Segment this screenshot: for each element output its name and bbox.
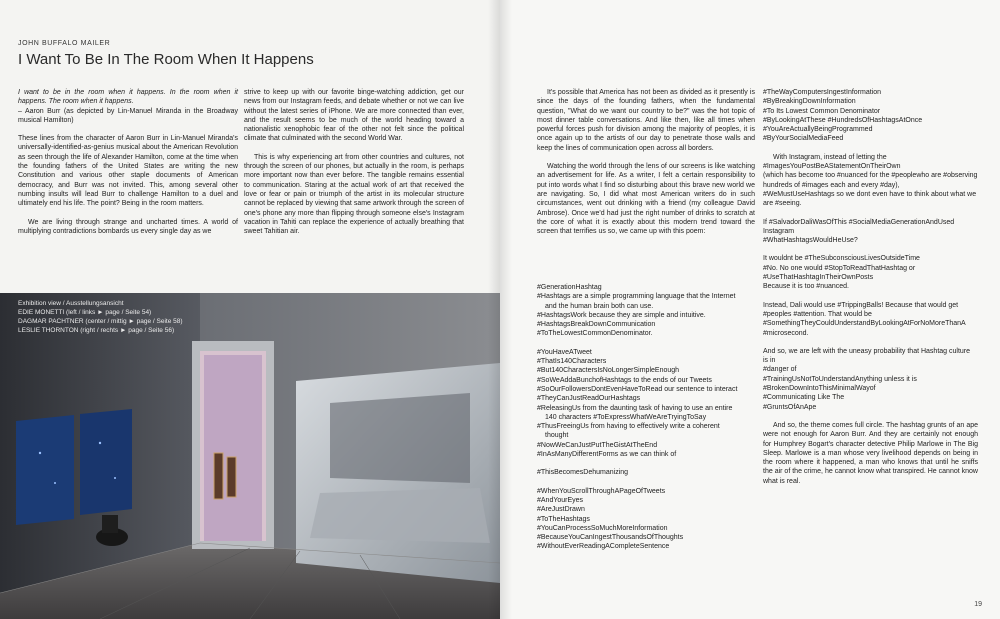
poem-line: #To Its Lowest Common Denominator bbox=[763, 107, 881, 115]
poem-line: #TrainingUsNotToUnderstandAnything unless it is bbox=[763, 375, 917, 383]
poem-line: thought bbox=[545, 432, 569, 440]
poem-line: It wouldnt be #TheSubconsciousLivesOutsideTime bbox=[763, 255, 920, 263]
gallery-illustration bbox=[0, 293, 500, 619]
left-column-2 bbox=[244, 88, 464, 245]
right-page bbox=[500, 0, 1000, 619]
poem-line: #WeMustUseHashtags so we dont even have to think about what we are #seeing. bbox=[763, 190, 977, 208]
poem-line: #YouCanProcessSoMuchMoreInformation bbox=[537, 524, 668, 532]
poem-line: #Communicating Like The bbox=[763, 394, 845, 402]
stanza-break bbox=[763, 412, 978, 421]
poem-line: is in bbox=[763, 357, 776, 365]
poem-line: #NowWeCanJustPutTheGistAtTheEnd bbox=[537, 441, 658, 449]
caption-line: DAGMAR PACHTNER (center / mittig ► page / Seite 58) bbox=[18, 318, 183, 325]
stanza-break bbox=[763, 338, 978, 347]
poem-line: #ThisBecomesDehumanizing bbox=[537, 469, 629, 477]
paragraph: This is why experiencing art from other countries and cultures, not through the screen of our phones, but actually in the room, is perhaps more important now than ever before. The tangible remains essential to communication. Staring at the actual work of art that received the love or fear or pain or triumph of the artist in its molecular structure cannot be replaced by viewing that same artwork through the screen of one's phone any more than flipping through someone else's Instagram vacation in Tahiti can replace the experience of actually breathing that sweet Tahitian air. bbox=[244, 153, 464, 236]
paragraph: It's possible that America has not been as divided as it presently is since the days of the founding fathers, when the fundamental question, "What do we want our country to be?" was the hot topic of most dinner table conversations. And like then, like all times when powerful forces push for division among the majority of peoples, it is once again up to the artists of our day to penetrate those walls and keep the lines of communication open across all borders. bbox=[537, 89, 755, 152]
poem-line: #ThatIs140Characters bbox=[537, 358, 607, 366]
poem-line: #ByLookingAtThese #HundredsOfHashtagsAtOnce bbox=[763, 116, 923, 124]
stanza-break bbox=[763, 144, 978, 153]
poem-line: #danger of bbox=[763, 366, 797, 374]
article-title: I Want To Be In The Room When It Happens bbox=[18, 51, 314, 68]
poem-line: #YouAreActuallyBeingProgrammed bbox=[763, 126, 873, 134]
poem-line: #AndYourEyes bbox=[537, 496, 584, 504]
poem-line: #BrokenDownIntoThisMinimalWayof bbox=[763, 385, 876, 393]
poem-line: #InAsManyDifferentForms as we can think of bbox=[537, 451, 677, 459]
poem-line: #ReleasingUs from the daunting task of having to use an entire bbox=[537, 404, 733, 412]
poem-line: #TheyCanJustReadOurHashtags bbox=[537, 395, 641, 403]
poem-line: #SoWeAddaBunchofHashtags to the ends of our Tweets bbox=[537, 376, 712, 384]
hashtag-poem bbox=[537, 283, 757, 552]
poem-line: #TheWayComputersIngestInformation bbox=[763, 89, 882, 96]
photo-caption bbox=[18, 299, 183, 335]
right-column-2 bbox=[763, 88, 978, 486]
poem-line: (which has become too #nuanced for the #peoplewho are #observing hundreds of #images each and every #day), bbox=[763, 172, 978, 189]
poem-line: Because it is too #nuanced. bbox=[763, 283, 850, 291]
poem-line: and the human brain both can use. bbox=[545, 302, 654, 310]
poem-line: #ByYourSocialMediaFeed bbox=[763, 135, 844, 143]
poem-line: #WhatHashtagsWouldHeUse? bbox=[763, 237, 858, 245]
exhibition-photo bbox=[0, 293, 500, 619]
poem-line: #ByBreakingDownInformation bbox=[763, 98, 856, 106]
poem-line: #No. No one would #StopToReadThatHashtag or #UseThatHashtagInTheirOwnPosts bbox=[763, 264, 916, 282]
page-number: 19 bbox=[974, 601, 982, 608]
left-column-1 bbox=[18, 88, 238, 245]
paragraph: strive to keep up with our favorite binge-watching addiction, get our news from our Instagram feeds, and debate whether or not we can live without the latest series of iPhone. We are more connected than ever, and the result seems to be much of the world heading toward a nationalistic xenophobic fear of the other not felt since the political climate that culminated with the second World War. bbox=[244, 89, 464, 143]
poem-line: And so, we are left with the uneasy probability that Hashtag culture bbox=[763, 347, 971, 355]
poem-line: #ThusFreeingUs from having to effectively write a coherent bbox=[537, 423, 720, 431]
poem-line: #ToTheLowestCommonDenominator. bbox=[537, 330, 653, 338]
caption-line: LESLIE THORNTON (right / rechts ► page / Seite 56) bbox=[18, 327, 175, 334]
poem-line: #ToTheHashtags bbox=[537, 515, 590, 523]
stanza-break bbox=[763, 209, 978, 218]
paragraph: Watching the world through the lens of our screens is like watching an advertisement for life. As a writer, I felt a certain responsibility to put into words what I find so disturbing about this brave new world we are navigating. So, I did what most American writers do in such circumstances, went out drinking with a friend (my colleague David Ambrose). Once we'd had just the right number of drinks to scratch at the core of what it is exactly about this modern trend toward the screen that terrifies us so, we came up with this poem: bbox=[537, 163, 755, 236]
poem-line: #WhenYouScrollThroughAPageOfTweets bbox=[537, 487, 666, 495]
paragraph: These lines from the character of Aaron Burr in Lin-Manuel Miranda's universally-identified-as-genius musical about the American Revolution as seen through the life of Alexander Hamilton, come at the time when the founding fathers of the United States are writing the new Constitution and various other staple documents of American democracy, and Burr was not invited. This, among several other numbing insults will lead Burr to challenge Hamilton to a duel and ultimately end his life. The point? Being in the room matters. bbox=[18, 135, 238, 208]
right-column-1 bbox=[537, 88, 755, 245]
poem-line: #BecauseYouCanIngestThousandsOfThoughts bbox=[537, 534, 684, 542]
stanza-break bbox=[537, 478, 757, 487]
author-name: JOHN BUFFALO MAILER bbox=[18, 40, 111, 47]
stanza-break bbox=[763, 292, 978, 301]
poem-line: #HashtagsWork because they are simple and intuitive. bbox=[537, 311, 706, 319]
caption-line: EDIE MONETTI (left / links ► page / Seite 54) bbox=[18, 309, 152, 316]
poem-line: #WithoutEverReadingACompleteSentence bbox=[537, 543, 670, 551]
poem-line: #HashtagsBreakDownCommunication bbox=[537, 321, 656, 329]
epigraph-attribution: – Aaron Burr (as depicted by Lin-Manuel Miranda in the Broadway musical Hamilton) bbox=[18, 107, 238, 124]
poem-line: #AreJustDrawn bbox=[537, 506, 585, 514]
poem-line: #SoOurFollowersDontEvenHaveToRead our sentence to interact bbox=[537, 385, 738, 393]
poem-line: #Hashtags are a simple programming language that the Internet bbox=[537, 293, 736, 301]
poem-line: #GenerationHashtag bbox=[537, 284, 602, 291]
poem-line: If #SalvadorDaliWasOfThis #SocialMediaGenerationAndUsed Instagram bbox=[763, 218, 955, 235]
stanza-break bbox=[763, 245, 978, 254]
poem-line: Instead, Dali would use #TrippingBalls! Because that would get #peoples #attention. That would be #SomethingTheyCouldUnderstandByLookingAtForNoMoreThanA #microsecond. bbox=[763, 301, 966, 337]
poem-line: #YouHaveATweet bbox=[537, 348, 592, 356]
poem-line: And so, the theme comes full circle. The hashtag grunts of an ape were not enough for Aaron Burr. And they are certainly not enough for Humphrey Bogart's character detective Philip Marlowe in The Big Sleep. Marlowe is a man whose very livelihood depends on being in the room where it happened, a man who knows that until he sniffs the air of the crime, he cannot know what transpired. He cannot know what is real. bbox=[763, 421, 978, 485]
poem-line: #GruntsOfAnApe bbox=[763, 403, 817, 411]
poem-line: With Instagram, instead of letting the #ImagesYouPostBeAStatementOnTheirOwn bbox=[763, 153, 901, 171]
stanza-break bbox=[537, 459, 757, 468]
paragraph: We are living through strange and uncharted times. A world of multiplying contradictions bombards us every single day as we bbox=[18, 218, 238, 235]
caption-heading: Exhibition view / Ausstellungsansicht bbox=[18, 300, 124, 307]
poem-line: #But140CharactersIsNoLongerSimpleEnough bbox=[537, 367, 680, 375]
poem-line: 140 characters #ToExpressWhatWeAreTryingToSay bbox=[545, 413, 707, 421]
stanza-break bbox=[537, 339, 757, 348]
epigraph: I want to be in the room when it happens. In the room when it happens. The room when it happens. bbox=[18, 89, 238, 106]
